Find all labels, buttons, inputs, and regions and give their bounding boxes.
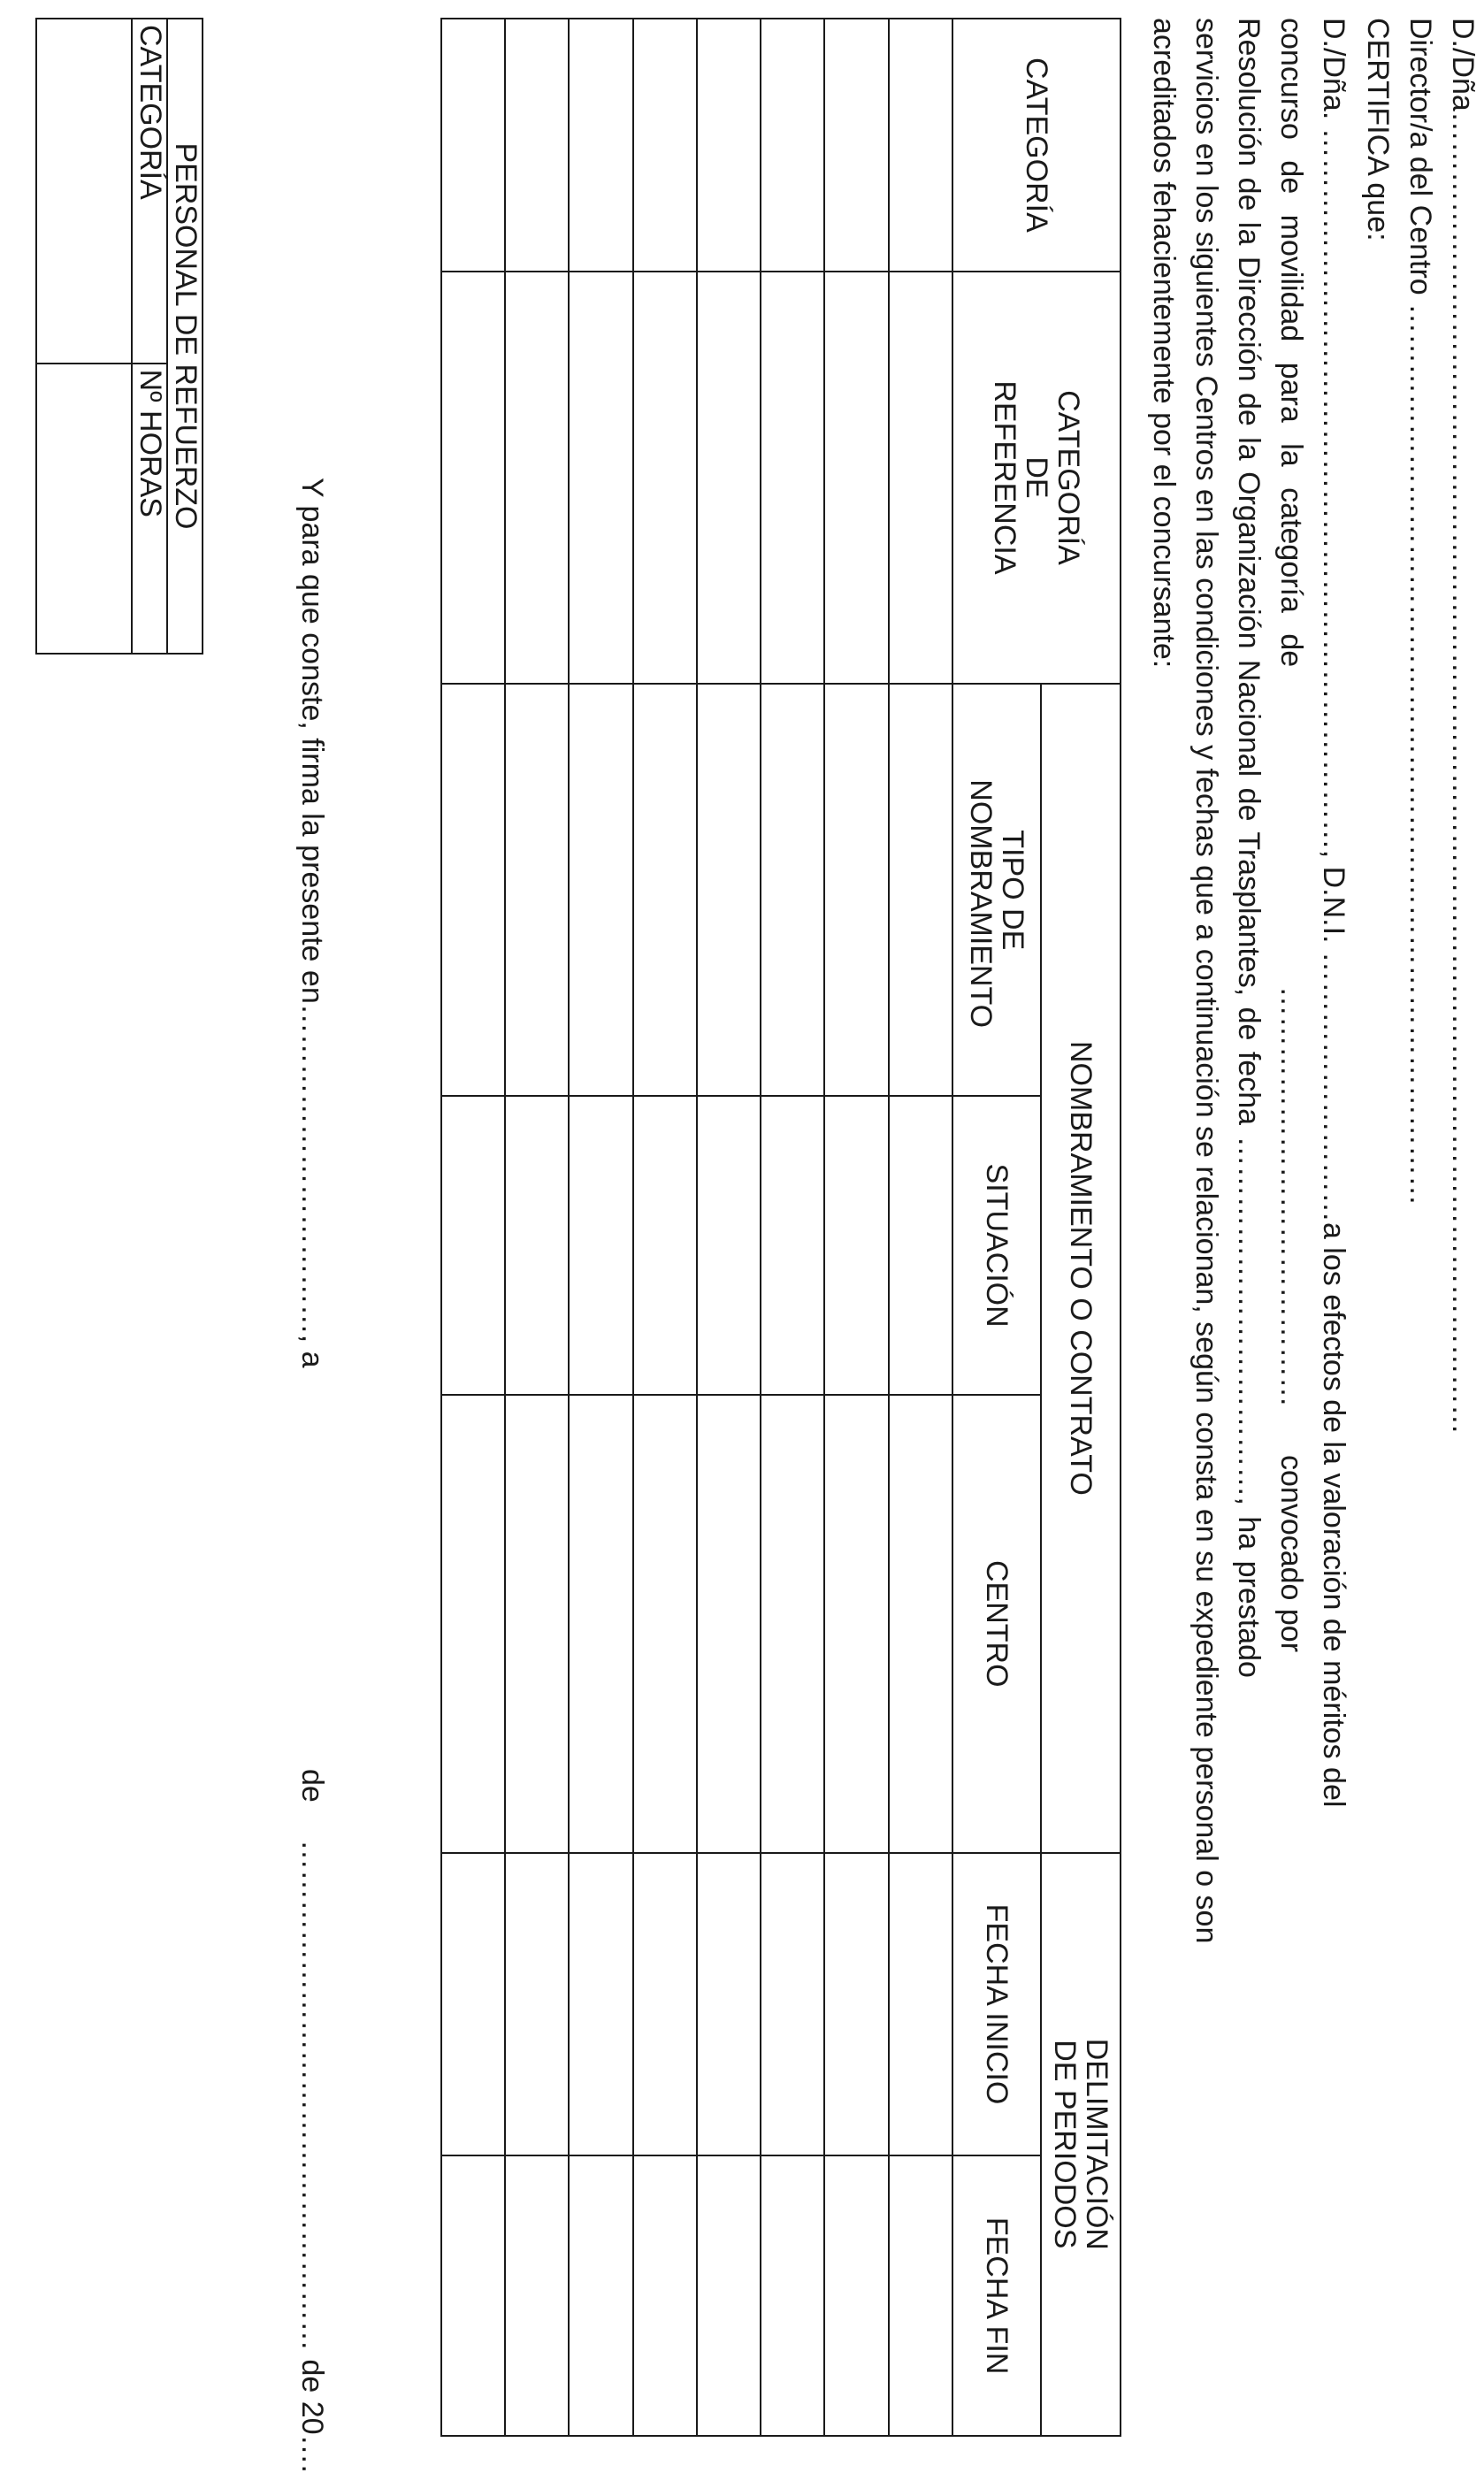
cell[interactable]: [889, 684, 952, 1096]
table-row: [570, 19, 633, 2436]
cell[interactable]: [761, 1096, 824, 1394]
header-line-certifica: CERTIFICA que:: [1361, 18, 1395, 241]
cell[interactable]: [697, 2155, 761, 2436]
cell[interactable]: [570, 272, 633, 684]
header-categoria: CATEGORÍA: [952, 19, 1121, 272]
cell[interactable]: [570, 19, 633, 272]
table-row: [889, 19, 952, 2436]
signature-line: [295, 478, 330, 2473]
cell[interactable]: [505, 1096, 569, 1394]
header-line-director: Director/a del Centro ………………………………………………………………………………: [1404, 18, 1437, 1206]
cell[interactable]: [570, 1096, 633, 1394]
table-row: [697, 19, 761, 2436]
cell[interactable]: [825, 684, 889, 1096]
table-row: [441, 19, 505, 2436]
cell[interactable]: [441, 1853, 505, 2156]
header-tipo-nombramiento: [952, 684, 1041, 1096]
signature-date: …………………………………………… de 20….: [295, 1840, 329, 2473]
cell[interactable]: [889, 1395, 952, 1853]
header-tipo-text: TIPO DE NOMBRAMIENTO: [964, 779, 1029, 1029]
body-line-4: servicios en los siguientes Centros en las condiciones y fechas que a continuación se relacionan, según consta en su expediente personal o son: [1189, 18, 1223, 1944]
cell[interactable]: [825, 1096, 889, 1394]
cell[interactable]: [825, 1395, 889, 1853]
body-line-2-b: ……………………………………: [1274, 986, 1308, 1407]
cell[interactable]: [570, 2155, 633, 2436]
cell[interactable]: [505, 1853, 569, 2156]
cell[interactable]: [697, 1096, 761, 1394]
cell[interactable]: [633, 272, 697, 684]
cell[interactable]: [761, 1853, 824, 2156]
cell[interactable]: [761, 684, 824, 1096]
table-row: [633, 19, 697, 2436]
refuerzo-header-horas: Nº HORAS: [132, 364, 167, 654]
header-categoria-referencia-text: CATEGORÍA DE REFERENCIA: [988, 380, 1085, 575]
cell[interactable]: [697, 684, 761, 1096]
cell[interactable]: [761, 272, 824, 684]
refuerzo-table: [35, 18, 203, 655]
cell[interactable]: [633, 684, 697, 1096]
cell[interactable]: [889, 2155, 952, 2436]
refuerzo-cell-categoria[interactable]: [36, 19, 132, 364]
body-line-2-c: convocado por: [1274, 1455, 1308, 1653]
cell[interactable]: [441, 1096, 505, 1394]
cell[interactable]: [889, 272, 952, 684]
cell[interactable]: [505, 272, 569, 684]
cell[interactable]: [570, 1395, 633, 1853]
header-categoria-referencia: [952, 272, 1121, 684]
refuerzo-title: PERSONAL DE REFUERZO: [167, 19, 203, 654]
cell[interactable]: [889, 1853, 952, 2156]
cell[interactable]: [697, 272, 761, 684]
header-centro: CENTRO: [952, 1395, 1041, 1853]
cell[interactable]: [441, 19, 505, 272]
cell[interactable]: [505, 19, 569, 272]
cell[interactable]: [633, 1395, 697, 1853]
refuerzo-header-categoria: CATEGORÍA: [132, 19, 167, 364]
cell[interactable]: [825, 19, 889, 272]
header-periodos: [1041, 1853, 1121, 2436]
cell[interactable]: [633, 1853, 697, 2156]
header-situacion: SITUACIÓN: [952, 1096, 1041, 1394]
body-line-1: D./Dña. ………………………………………………………………, D.N.I. ………………………a los efectos de la valoración de méritos del: [1317, 18, 1350, 1808]
services-table: [440, 18, 1121, 2437]
cell[interactable]: [889, 1096, 952, 1394]
header-fecha-inicio: FECHA INICIO: [952, 1853, 1041, 2156]
cell[interactable]: [441, 684, 505, 1096]
signature-place: Y para que conste, firma la presente en……………………………, a: [295, 478, 329, 1368]
body-line-5: acreditados fehacientemente por el concursante:: [1147, 18, 1181, 669]
table-row: [761, 19, 824, 2436]
cell[interactable]: [889, 19, 952, 272]
cell[interactable]: [505, 2155, 569, 2436]
cell[interactable]: [697, 19, 761, 272]
cell[interactable]: [441, 1395, 505, 1853]
table-row: [825, 19, 889, 2436]
cell[interactable]: [505, 684, 569, 1096]
cell[interactable]: [761, 2155, 824, 2436]
body-line-3: Resolución de la Dirección de la Organización Nacional de Trasplantes, de fecha ………………………………, ha prestado: [1232, 18, 1266, 1678]
table-row: [505, 19, 569, 2436]
cell[interactable]: [505, 1395, 569, 1853]
refuerzo-cell-horas[interactable]: [36, 364, 132, 654]
cell[interactable]: [825, 2155, 889, 2436]
header-line-name: D./Dña……………………………………………………………………………………………………………………: [1446, 18, 1480, 1435]
header-nombramiento: NOMBRAMIENTO O CONTRATO: [1041, 684, 1121, 1853]
signature-de: de: [295, 1769, 329, 1803]
body-line-2: [1274, 18, 1309, 2008]
cell[interactable]: [441, 272, 505, 684]
header-periodos-text: DELIMITACIÓN DE PERIODOS: [1048, 2038, 1113, 2250]
cell[interactable]: [697, 1853, 761, 2156]
cell[interactable]: [633, 1096, 697, 1394]
cell[interactable]: [633, 2155, 697, 2436]
cell[interactable]: [825, 272, 889, 684]
cell[interactable]: [761, 1395, 824, 1853]
cell[interactable]: [570, 1853, 633, 2156]
cell[interactable]: [697, 1395, 761, 1853]
cell[interactable]: [441, 2155, 505, 2436]
cell[interactable]: [633, 19, 697, 272]
cell[interactable]: [825, 1853, 889, 2156]
header-fecha-fin: FECHA FIN: [952, 2155, 1041, 2436]
cell[interactable]: [761, 19, 824, 272]
body-line-2-a: concurso de movilidad para la categoría de: [1274, 18, 1308, 668]
cell[interactable]: [570, 684, 633, 1096]
